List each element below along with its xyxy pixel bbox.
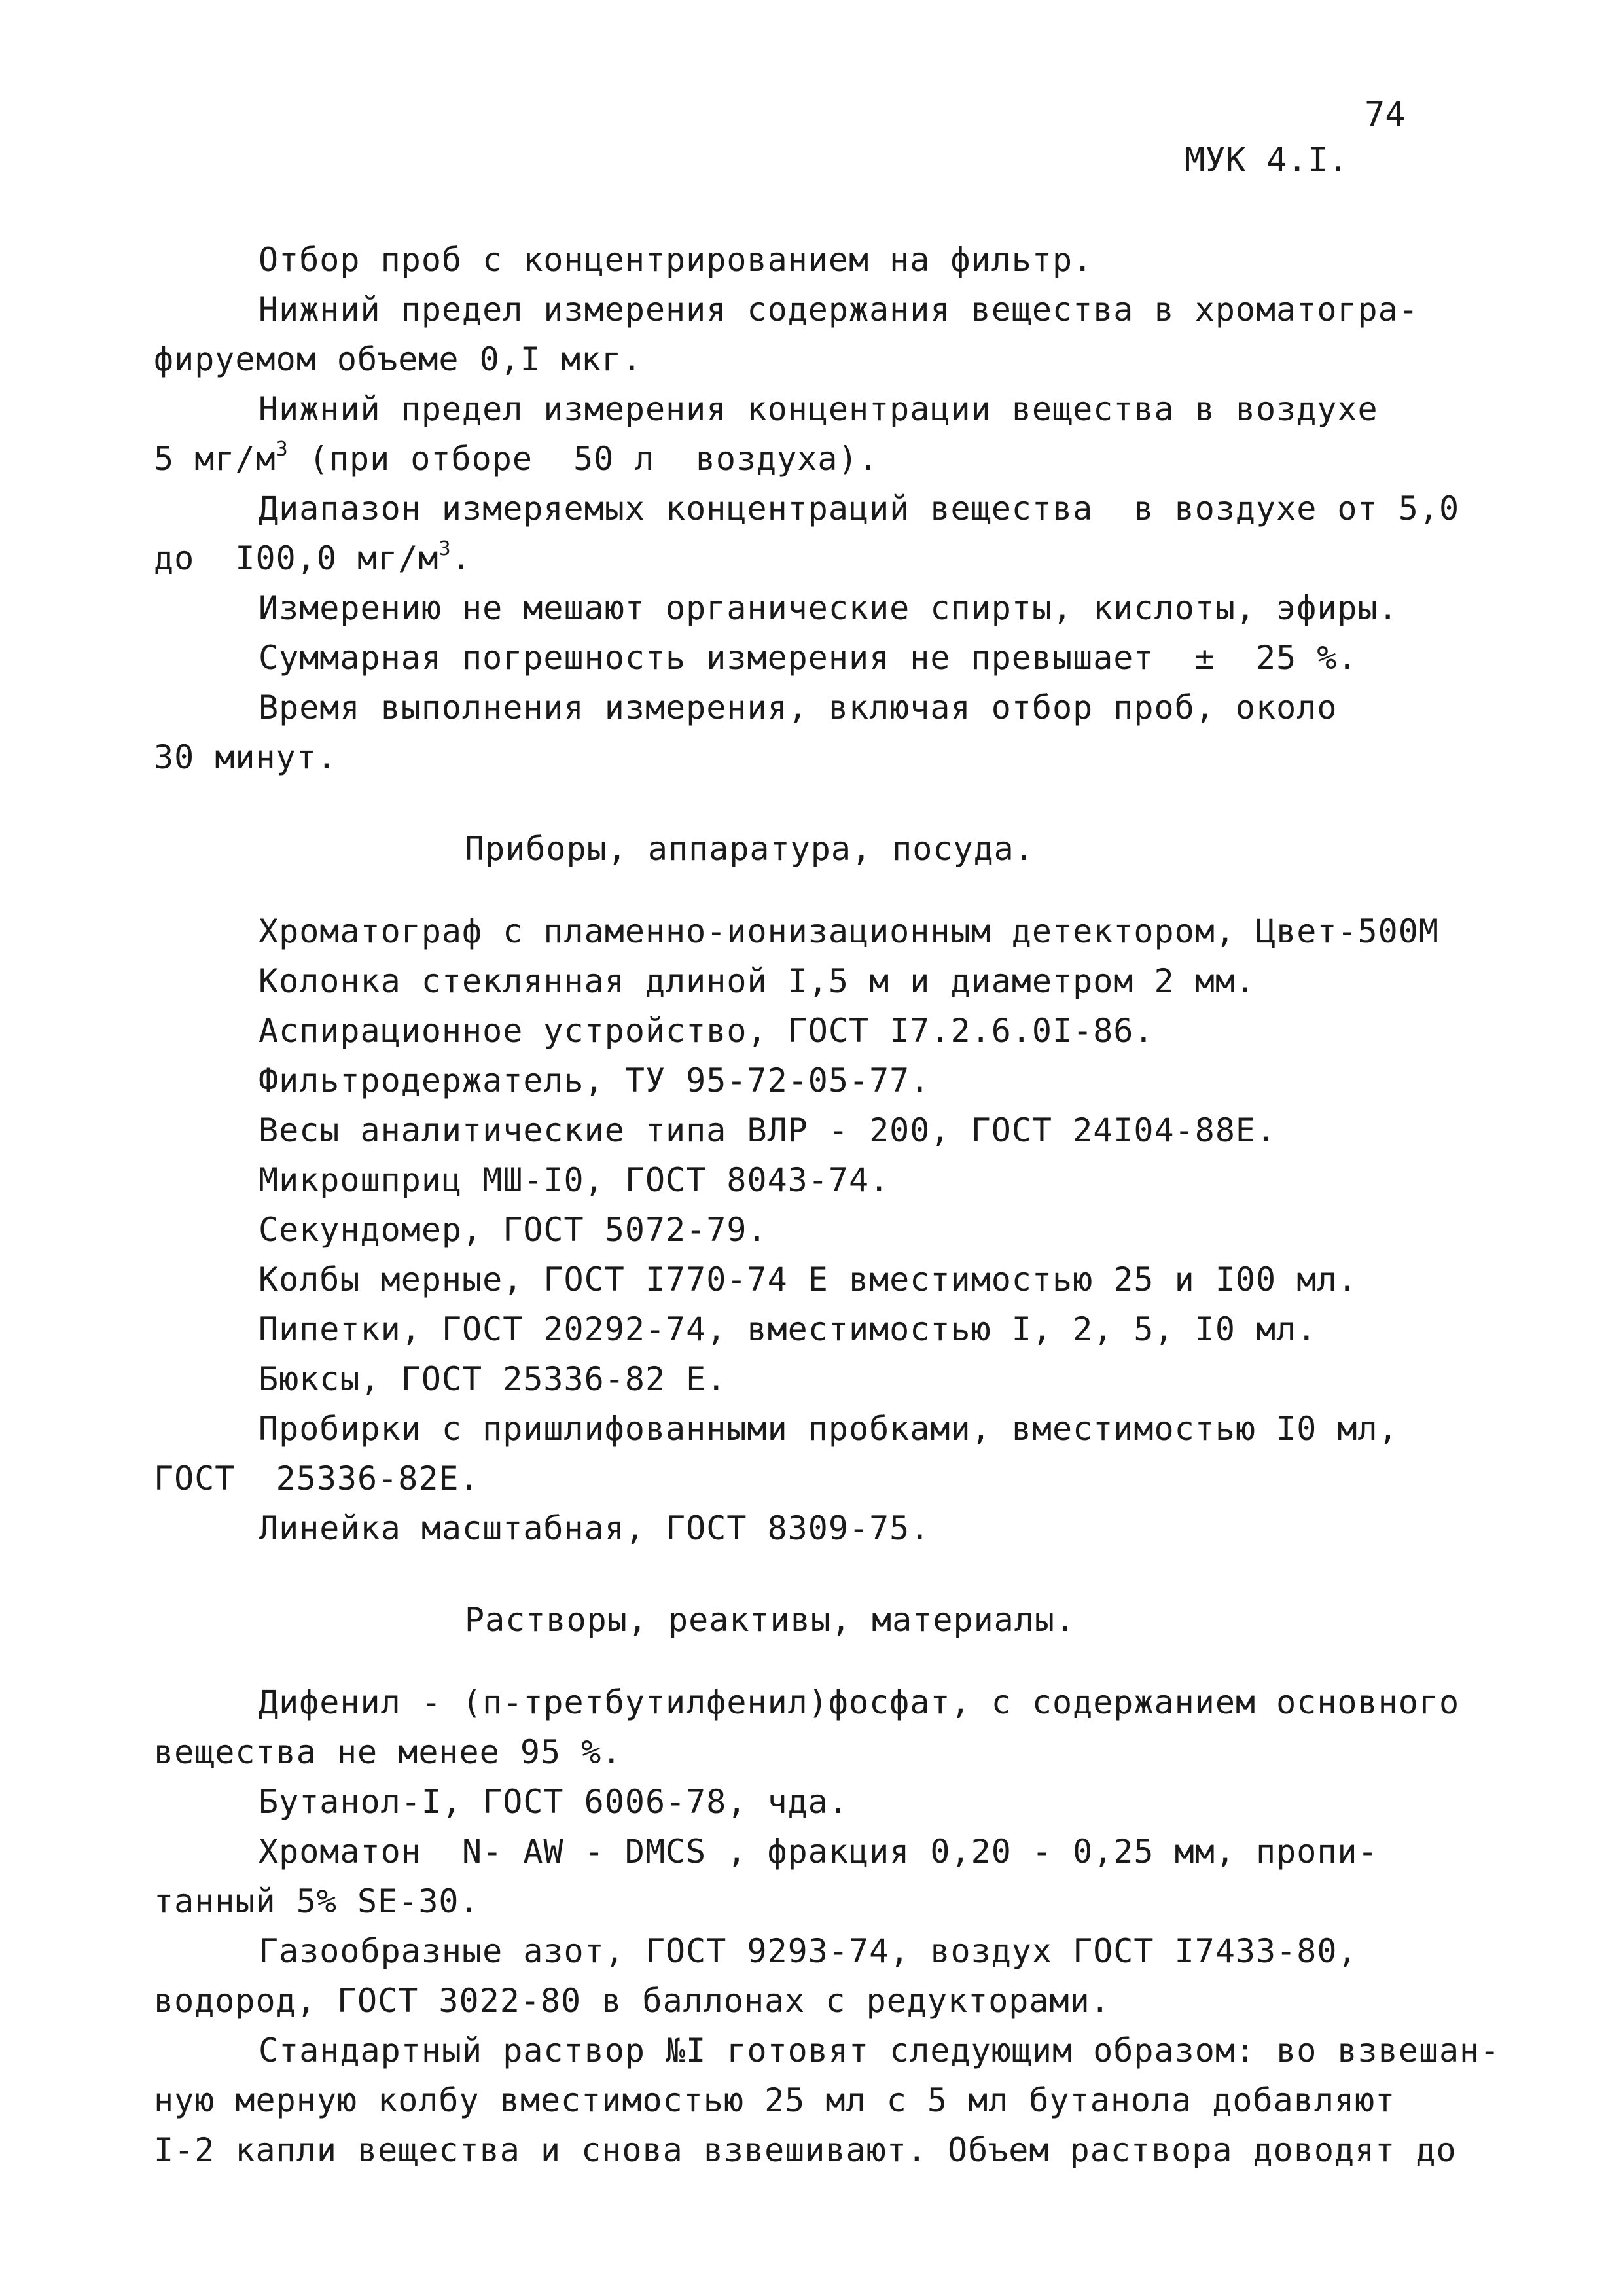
equipment-item: ГОСТ 25336-82Е. (154, 1460, 480, 1498)
intro-line-3: фируемом объеме 0,I мкг. (154, 340, 643, 378)
equipment-item: Пробирки с пришлифованными пробками, вместимостью I0 мл, (259, 1410, 1399, 1448)
cubic-superscript: 3 (276, 438, 289, 461)
intro-line-10: Время выполнения измерения, включая отбор проб, около (259, 689, 1338, 726)
intro-line-7-tail: . (451, 539, 472, 577)
section-title-reagents: Растворы, реактивы, материалы. (465, 1601, 1076, 1639)
reagent-line: Газообразные азот, ГОСТ 9293-74, воздух ГОСТ I7433-80, (259, 1932, 1358, 1970)
intro-line-6: Диапазон измеряемых концентраций вещества в воздухе от 5,0 (259, 490, 1460, 528)
reagent-line: ную мерную колбу вместимостью 25 мл с 5 мл бутанола добавляют (154, 2081, 1396, 2119)
intro-line-4: Нижний предел измерения концентрации вещества в воздухе (259, 390, 1378, 428)
equipment-item: Секундомер, ГОСТ 5072-79. (259, 1211, 768, 1249)
section-title-equipment: Приборы, аппаратура, посуда. (465, 830, 1035, 868)
intro-line-5-tail: (при отборе 50 л воздуха). (288, 440, 879, 478)
intro-line-8: Измерению не мешают органические спирты, кислоты, эфиры. (259, 589, 1399, 627)
equipment-item: Бюксы, ГОСТ 25336-82 Е. (259, 1360, 727, 1398)
reagent-line: Дифенил - (п-третбутилфенил)фосфат, с содержанием основного (259, 1683, 1460, 1721)
intro-line-7-text: до I00,0 мг/м (154, 539, 439, 577)
equipment-item: Аспирационное устройство, ГОСТ I7.2.6.0I-86. (259, 1012, 1154, 1050)
intro-line-5-text: 5 мг/м (154, 440, 276, 478)
reagent-line: вещества не менее 95 %. (154, 1733, 622, 1771)
equipment-item: Хроматограф с пламенно-ионизационным детектором, Цвет-500М (259, 912, 1439, 950)
reagent-line: Стандартный раствор №I готовят следующим образом: во взвешан- (259, 2032, 1501, 2070)
equipment-item: Линейка масштабная, ГОСТ 8309-75. (259, 1509, 931, 1547)
equipment-item: Микрошприц МШ-I0, ГОСТ 8043-74. (259, 1161, 890, 1199)
page-number: 74 (1364, 95, 1406, 134)
intro-line-9: Суммарная погрешность измерения не превышает ± 25 %. (259, 639, 1358, 677)
reagent-line: танный 5% SE-30. (154, 1882, 480, 1920)
intro-line-1: Отбор проб с концентрированием на фильтр. (259, 241, 1094, 279)
intro-line-11: 30 минут. (154, 738, 337, 776)
intro-line-2: Нижний предел измерения содержания вещества в хроматогра- (259, 291, 1419, 329)
equipment-item: Пипетки, ГОСТ 20292-74, вместимостью I, 2, 5, I0 мл. (259, 1310, 1317, 1348)
equipment-item: Фильтродержатель, ТУ 95-72-05-77. (259, 1062, 931, 1100)
reagent-line: Бутанол-I, ГОСТ 6006-78, чда. (259, 1783, 849, 1821)
cubic-superscript: 3 (438, 537, 452, 560)
intro-line-7 (154, 537, 472, 577)
equipment-item: Весы аналитические типа ВЛР - 200, ГОСТ 24I04-88Е. (259, 1111, 1277, 1149)
intro-line-5 (154, 438, 879, 478)
equipment-item: Колонка стеклянная длиной I,5 м и диаметром 2 мм. (259, 962, 1257, 1000)
reagent-line: I-2 капли вещества и снова взвешивают. Объем раствора доводят до (154, 2131, 1457, 2169)
document-code: МУК 4.I. (1185, 141, 1349, 180)
reagent-line: Хроматон N- AW - DMCS , фракция 0,20 - 0,25 мм, пропи- (259, 1833, 1378, 1871)
reagent-line: водород, ГОСТ 3022-80 в баллонах с редукторами. (154, 1982, 1111, 2020)
equipment-item: Колбы мерные, ГОСТ I770-74 Е вместимостью 25 и I00 мл. (259, 1261, 1358, 1299)
